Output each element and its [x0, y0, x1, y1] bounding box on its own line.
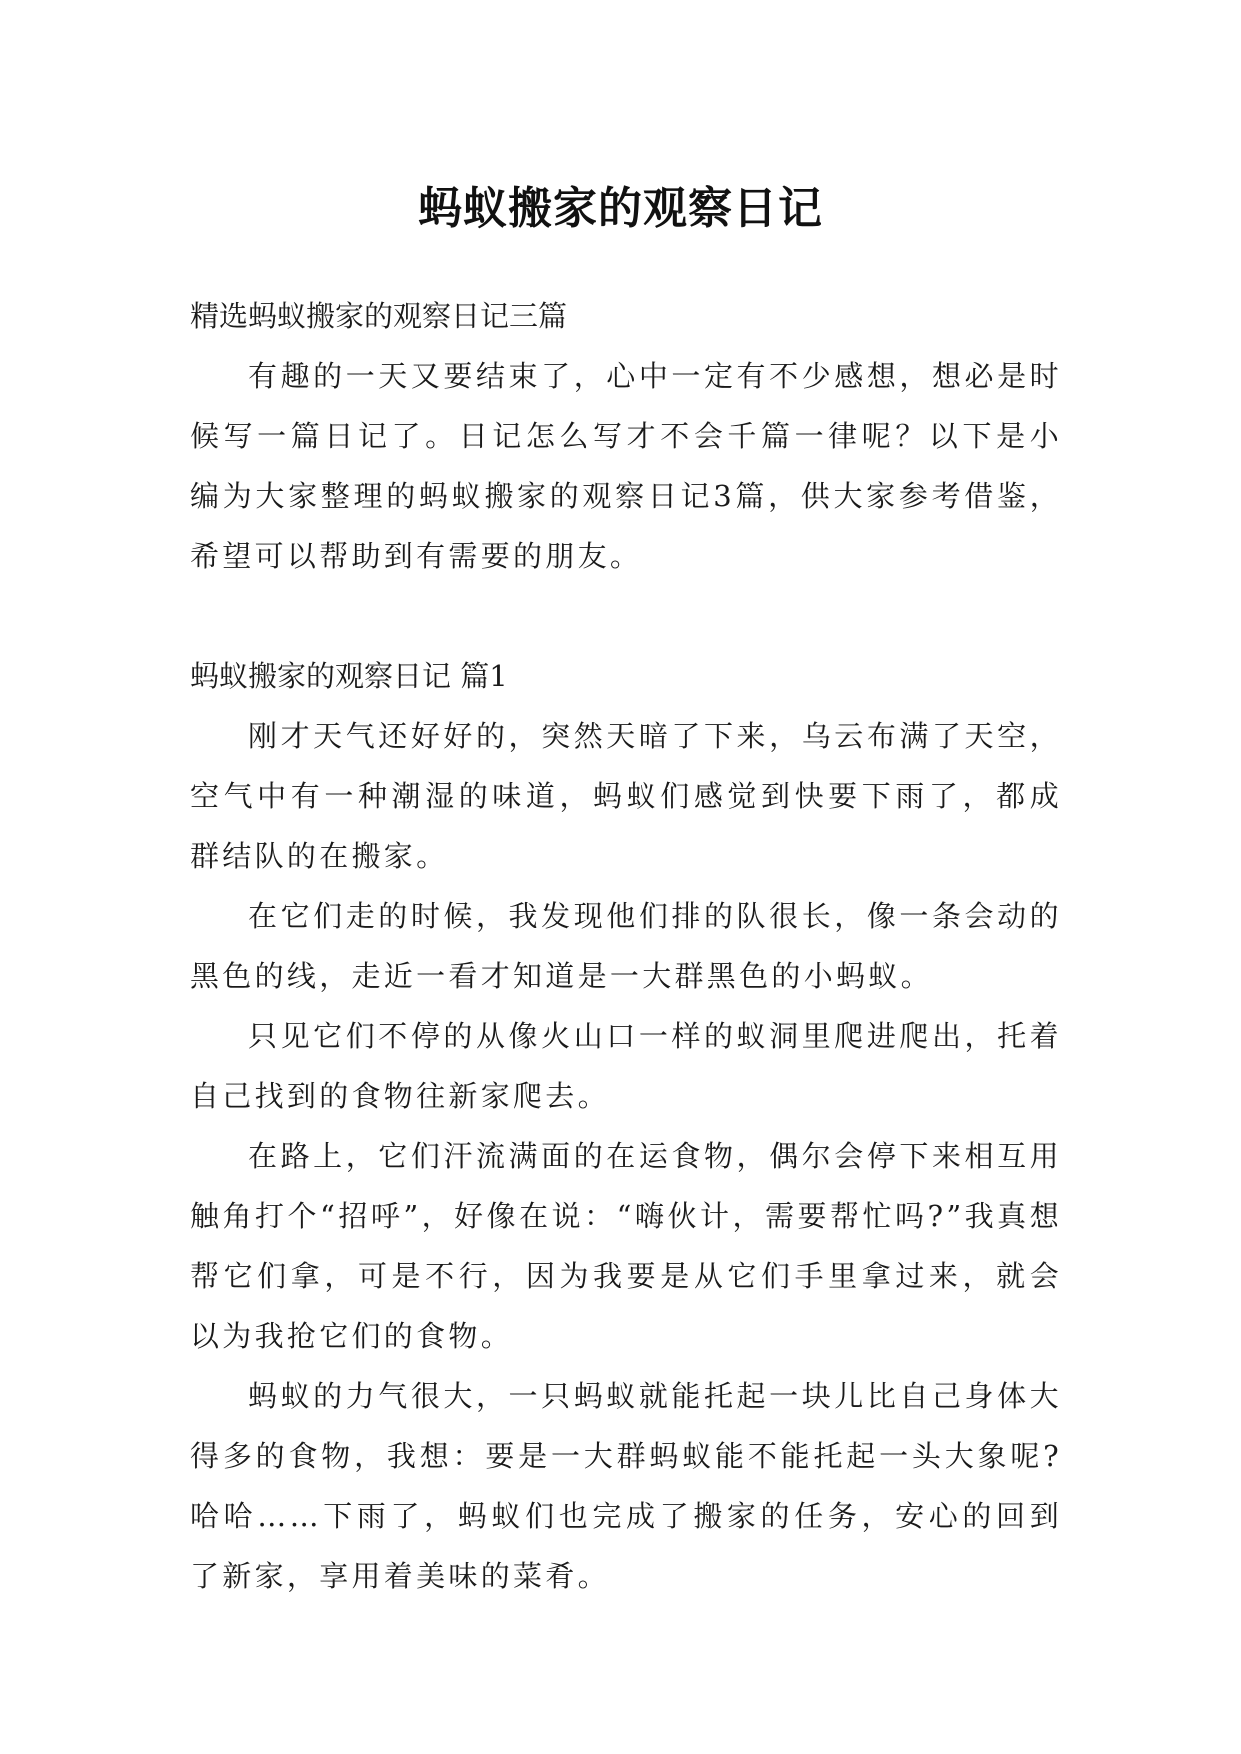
- intro-heading: 精选蚂蚁搬家的观察日记三篇: [190, 299, 568, 333]
- section-1-heading: 蚂蚁搬家的观察日记 篇1: [190, 659, 508, 693]
- section-1-paragraph-3: 只见它们不停的从像火山口一样的蚁洞里爬进爬出，托着自己找到的食物往新家爬去。: [190, 1019, 1062, 1113]
- document-body: [190, 286, 1062, 1606]
- section-spacer: [190, 586, 1062, 646]
- section-1-paragraph-5: 蚂蚁的力气很大，一只蚂蚁就能托起一块儿比自己身体大得多的食物，我想：要是一大群蚂蚁能不能托起一头大象呢?哈哈……下雨了，蚂蚁们也完成了搬家的任务，安心的回到了新家，享用着美味的菜肴。: [190, 1379, 1062, 1593]
- section-1-paragraph-2: 在它们走的时候，我发现他们排的队很长，像一条会动的黑色的线，走近一看才知道是一大群黑色的小蚂蚁。: [190, 899, 1062, 993]
- intro-paragraph: 有趣的一天又要结束了，心中一定有不少感想，想必是时候写一篇日记了。日记怎么写才不会千篇一律呢？以下是小编为大家整理的蚂蚁搬家的观察日记3篇，供大家参考借鉴，希望可以帮助到有需要的朋友。: [190, 359, 1062, 573]
- section-1-paragraph-4: 在路上，它们汗流满面的在运食物，偶尔会停下来相互用触角打个“招呼”，好像在说：“嗨伙计，需要帮忙吗?”我真想帮它们拿，可是不行，因为我要是从它们手里拿过来，就会以为我抢它们的食物。: [190, 1139, 1062, 1353]
- section-1-paragraph-1: 刚才天气还好好的，突然天暗了下来，乌云布满了天空，空气中有一种潮湿的味道，蚂蚁们感觉到快要下雨了，都成群结队的在搬家。: [190, 719, 1062, 873]
- document-title: 蚂蚁搬家的观察日记: [418, 183, 823, 235]
